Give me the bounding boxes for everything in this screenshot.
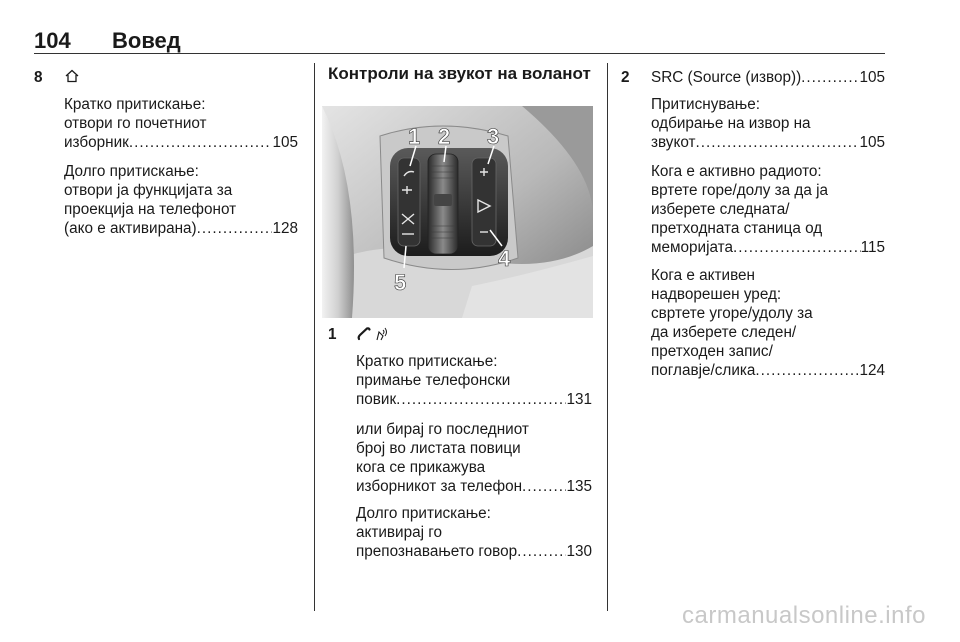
item-number-8: 8 [34, 69, 43, 86]
item-1-long-press [356, 504, 592, 561]
leader-dots [522, 477, 566, 496]
leader-dots [755, 361, 859, 380]
toc-entry-text: (ако е активирана) [64, 220, 197, 237]
text-line: изберете следната/ [651, 201, 790, 218]
leader-dots [733, 238, 861, 257]
toc-entry-text: SRC (Source (извор)) [651, 69, 802, 86]
toc-entry-text: звукот [651, 134, 696, 151]
section-title: Контроли на звукот на воланот [328, 64, 591, 83]
page-number: 104 [34, 28, 71, 53]
header-rule [34, 53, 885, 54]
toc-page-ref: 130 [566, 543, 592, 560]
chapter-title: Вовед [112, 28, 181, 53]
text-line: активирај го [356, 524, 443, 541]
item-number-2: 2 [621, 69, 630, 86]
page-header [34, 28, 884, 53]
toc-entry [64, 219, 298, 238]
home-icon [64, 68, 80, 84]
text-line: отвори ја функцијата за [64, 182, 233, 199]
toc-entry-text: поглавје/слика [651, 362, 756, 379]
toc-page-ref: 115 [860, 239, 885, 256]
leader-dots [396, 390, 566, 409]
callout-1: 1 [408, 124, 421, 149]
toc-page-ref: 105 [859, 134, 885, 151]
leader-dots [197, 219, 273, 238]
text-line: отвори го почетниот [64, 115, 207, 132]
text-line: надворешен уред: [651, 286, 782, 303]
column-divider-1 [314, 63, 315, 611]
text-line: одбирање на извор на [651, 115, 811, 132]
watermark: carmanualsonline.info [682, 602, 926, 629]
text-line: Кратко притискање: [64, 96, 206, 113]
toc-entry [651, 361, 885, 380]
text-line: Кога е активен [651, 267, 756, 284]
callout-3: 3 [487, 124, 500, 149]
text-line: претходен запис/ [651, 343, 773, 360]
toc-entry-text: препознавањето говор [356, 543, 518, 560]
toc-entry-text: изборникот за телефон [356, 478, 523, 495]
toc-page-ref: 124 [859, 362, 885, 379]
toc-entry [356, 477, 592, 496]
text-line: број во листата повици [356, 440, 521, 457]
text-line: кога се прикажува [356, 459, 486, 476]
steering-wheel-controls-photo [322, 106, 593, 318]
toc-entry-text: повик [356, 391, 397, 408]
leader-dots [517, 542, 566, 561]
callout-4: 4 [498, 246, 511, 271]
text-line: Притиснување: [651, 96, 760, 113]
voice-icon [374, 326, 390, 342]
text-line: свртете угоре/удолу за [651, 305, 813, 322]
toc-page-ref: 135 [566, 478, 592, 495]
toc-entry-text: меморијата [651, 239, 734, 256]
item-8-short-press [64, 95, 298, 152]
toc-entry-text: изборник [64, 134, 129, 151]
text-line: Долго притискање: [64, 163, 199, 180]
toc-entry [356, 542, 592, 561]
leader-dots [696, 133, 860, 152]
leader-dots [129, 133, 273, 152]
phone-icon [356, 326, 372, 342]
item-2-external-device [651, 266, 885, 380]
text-line: Долго притискање: [356, 505, 491, 522]
toc-page-ref: 105 [859, 69, 885, 86]
item-number-1: 1 [328, 326, 337, 343]
leader-dots [801, 68, 859, 87]
toc-entry [356, 390, 592, 409]
column-divider-2 [607, 63, 608, 611]
toc-page-ref: 105 [272, 134, 298, 151]
toc-page-ref: 131 [566, 391, 592, 408]
toc-entry [651, 238, 885, 257]
text-line: Кратко притискање: [356, 353, 498, 370]
text-line: проекција на телефонот [64, 201, 237, 218]
item-2-radio [651, 162, 885, 257]
item-1-short-press [356, 352, 592, 409]
toc-entry [64, 133, 298, 152]
text-line: да изберете следен/ [651, 324, 797, 341]
text-line: претходната станица од [651, 220, 823, 237]
callout-2: 2 [438, 124, 451, 149]
toc-entry [651, 68, 885, 87]
toc-page-ref: 128 [272, 220, 298, 237]
text-line: вртете горе/долу за да ја [651, 182, 829, 199]
callout-5: 5 [394, 270, 407, 295]
item-2-press [651, 95, 885, 152]
item-8-long-press [64, 162, 298, 238]
item-1-redial [356, 420, 592, 496]
toc-entry [651, 133, 885, 152]
text-line: Кога е активно радиото: [651, 163, 822, 180]
text-line: примање телефонски [356, 372, 511, 389]
item-2-src [651, 68, 885, 87]
text-line: или бирај го последниот [356, 421, 529, 438]
